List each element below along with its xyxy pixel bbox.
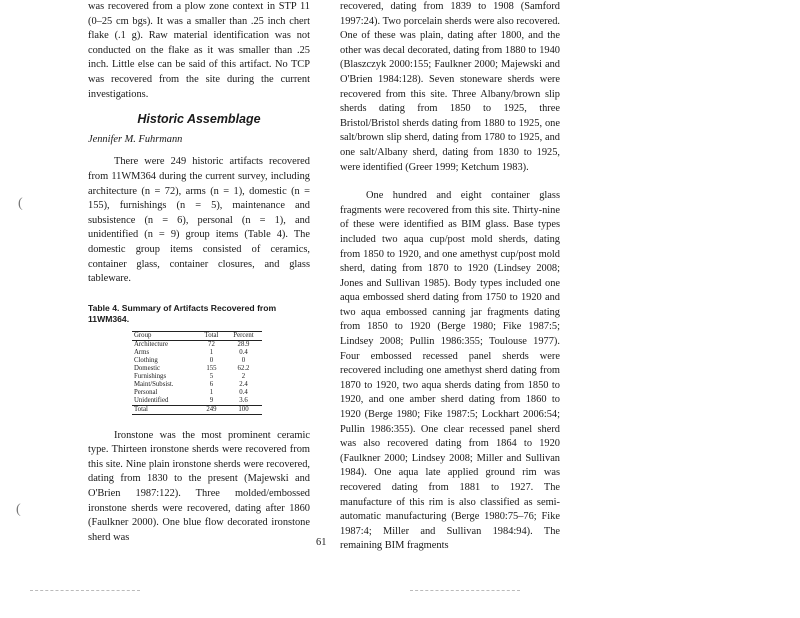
cell-group: Maint/Subsist.: [134, 380, 174, 388]
table-row: [132, 340, 262, 349]
table-row: [132, 349, 262, 357]
table-row: [132, 381, 262, 389]
binding-hole-mark-bottom: (: [16, 502, 21, 517]
cell-total-label: Total: [132, 405, 198, 414]
paragraph-historic-summary: There were 249 historic artifacts recovered from 11WM364 during the current survey, including architecture (n = 72), arms (n = 1), domestic (n = 155), furnishings (n = 5), maintenance and subsistence (n = 6), personal (n = 1), and unidentified (n = 9) group items (Table 4). The domestic group items consisted of ceramics, container glass, container closures, and glass tableware.: [88, 156, 310, 285]
cell-total: 1: [209, 348, 214, 356]
table-row: [132, 365, 262, 373]
cell-group: Unidentified: [134, 396, 169, 404]
cell-percent: 3.6: [239, 396, 248, 404]
cell-percent: 0.4: [239, 348, 248, 356]
cell-total: 5: [209, 372, 214, 380]
cell-group: Architecture: [134, 340, 168, 348]
spacer: [340, 175, 560, 189]
artifact-summary-table: [132, 331, 262, 415]
cell-percent: 0: [241, 356, 246, 364]
col-header-group: Group: [132, 331, 198, 340]
scan-edge-artifact-right: [410, 590, 520, 592]
cell-total-percent: 100: [225, 405, 262, 414]
scan-edge-artifact-left: [30, 590, 140, 592]
cell-percent: 28.9: [237, 340, 250, 348]
page-number: 61: [316, 537, 327, 548]
paragraph-ironstone: Ironstone was the most prominent ceramic type. Thirteen ironstone sherds were recovered from this site. Nine plain ironstone sherds were recovered, dating from 1830 to the present (Majewski and O'Brien 1987:122). Three molded/embossed ironstone sherds were recovered, dating after 1860 (Faulkner 2000). One blue flow decorated ironstone sherd was: [88, 429, 310, 543]
table-row: [132, 373, 262, 381]
table-row: [132, 389, 262, 397]
col-header-percent: Percent: [225, 331, 262, 340]
table-caption: Table 4. Summary of Artifacts Recovered from 11WM364.: [88, 302, 277, 324]
right-column: [340, 0, 560, 554]
cell-group: Clothing: [134, 356, 158, 364]
cell-total: 155: [206, 364, 217, 372]
spacer: [88, 415, 310, 429]
cell-percent: 62.2: [237, 364, 250, 372]
paragraph-container-glass: One hundred and eight container glass fragments were recovered from this site. Thirty-nine of these were identified as BIM glass. Base types included two aqua cup/post mold sherds, dating from 1850 to 1920, and one amethyst cup/post mold sherd, dating from 1870 to 1920 (Lindsey 2008; Jones and Sullivan 1985). Body types included one aqua embossed sherd dating from 1750 to 1920 and two aqua embossed canning jar fragments dating from 1850 to 1920 (Berge 1980; Fike 1987:5; Lindsey 2008; Pullin 1986:355; Toulouse 1977). Four embossed recessed panel sherds were recovered including one amethyst sherd dating from 1870 to 1920, two aqua sherds dating from 1850 to 1920, and one amber sherd dating from 1860 to 1920 (Berge 1980; Fike 1987:5; Lockhart 2006:54; Pullin 1986:355). One clear recessed panel sherd was also recovered dating from 1864 to 1920 (Faulkner 2000; Lindsey 2008; Miller and Sullivan 1984). One aqua late applied ground rim was recovered dating from 1881 to 1927. The manufacture of this rim is also classified as semi-automatic manufacturing (Berge 1980:75–76; Fike 1987:4; Miller and Sullivan 1984:94). The remaining BIM fragments: [340, 190, 560, 552]
cell-percent: 2.4: [239, 380, 248, 388]
cell-group: Personal: [134, 388, 158, 396]
cell-total: 6: [209, 380, 214, 388]
table-header-row: [132, 331, 262, 340]
paragraph-flake: was recovered from a plow zone context in STP 11 (0–25 cm bgs). It was a smaller than .25 inch chert flake (.1 g). Raw material identification was not conducted on the flake as it was smaller than .25 inch. Little else can be said of this artifact. No TCP was recovered from the site during the current investigations.: [88, 1, 310, 100]
paragraph-ceramics-continued: recovered, dating from 1839 to 1908 (Samford 1997:24). Two porcelain sherds were also recovered. One of these was plain, dating after 1800, and the other was decal decorated, dating from 1880 to 1940 (Blaszczyk 2000:155; Faulkner 2000; Majewski and O'Brien 1984:128). Seven stoneware sherds were recovered from this site. Three Albany/brown slip sherds dating from 1850 to 1925, three Bristol/Bristol sherds dating from 1880 to 1925, one salt/brown slip sherd, dating from 1780 to 1925, and one salt/Albany sherd, dating from 1830 to 1925, were identified (Greer 1999; Ketchum 1983).: [340, 1, 560, 173]
cell-total: 72: [208, 340, 215, 348]
cell-group: Furnishings: [134, 372, 167, 380]
section-heading: Historic Assemblage: [137, 112, 261, 127]
table-row: [132, 357, 262, 365]
cell-total: 1: [209, 388, 214, 396]
cell-group: Arms: [134, 348, 150, 356]
table-total-row: [132, 405, 262, 414]
cell-total-count: 249: [198, 405, 225, 414]
table-row: [132, 397, 262, 406]
cell-total: 0: [209, 356, 214, 364]
left-column: [88, 0, 310, 545]
cell-group: Domestic: [134, 364, 161, 372]
section-author: Jennifer M. Fuhrmann: [88, 133, 183, 145]
cell-percent: 2: [241, 372, 246, 380]
cell-percent: 0.4: [239, 388, 248, 396]
cell-total: 9: [209, 396, 214, 404]
binding-hole-mark-top: (: [18, 196, 23, 211]
col-header-total: Total: [198, 331, 225, 340]
